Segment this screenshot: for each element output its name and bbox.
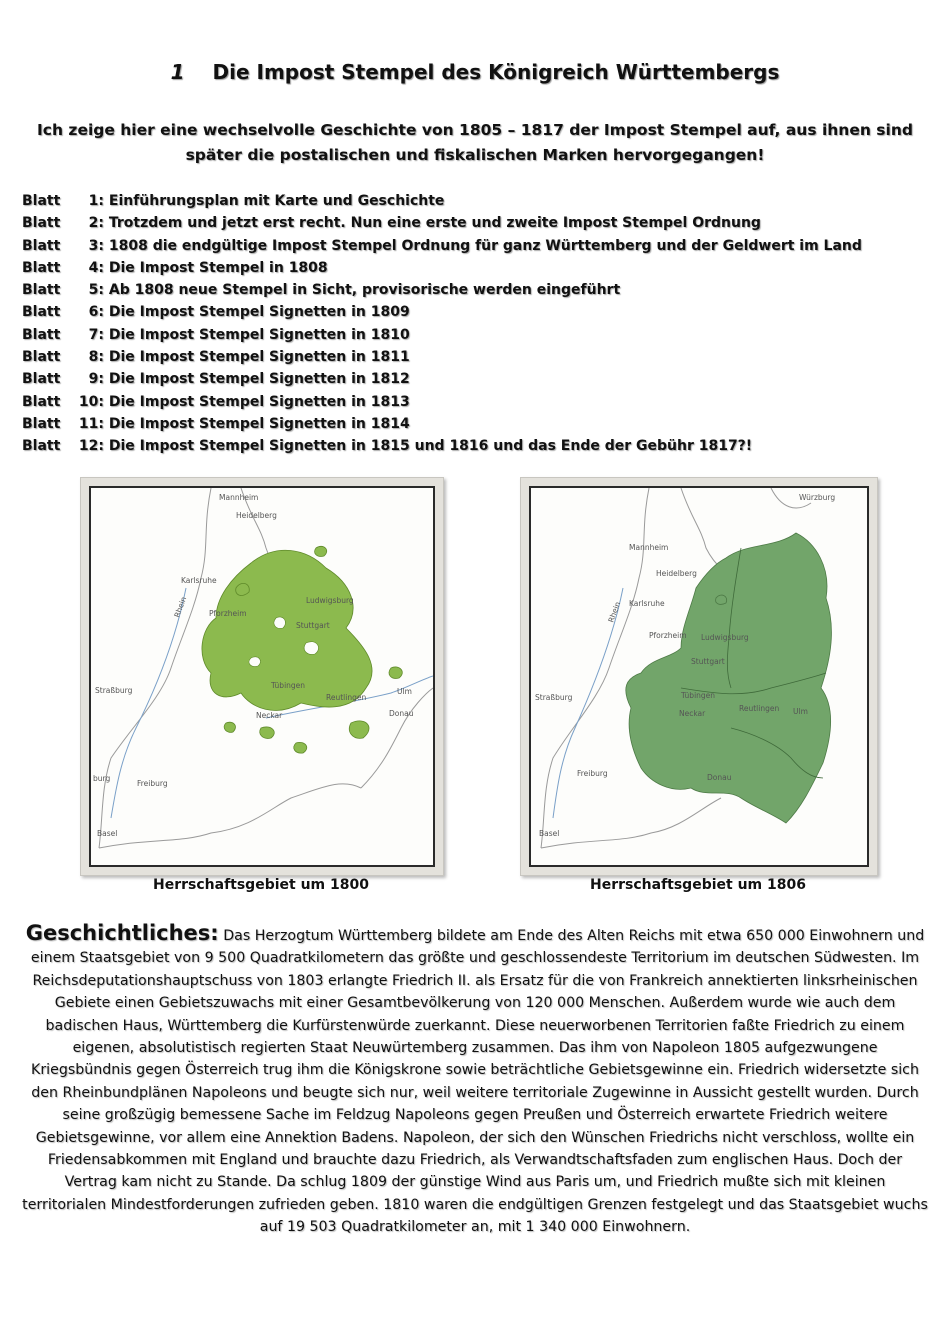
map-1806-graphic — [531, 488, 867, 865]
toc-row — [22, 368, 922, 390]
map-place-label: Pforzheim — [649, 631, 687, 640]
toc-number: 1: — [88, 193, 104, 209]
toc-row — [22, 257, 922, 279]
toc-label: Blatt — [22, 304, 61, 321]
toc-number: 4: — [88, 259, 104, 276]
territory-shape — [349, 721, 369, 738]
intro-text: Ich zeige hier eine wechselvolle Geschichte von 1805 – 1817 der Impost Stempel auf, aus ihnen sind später die postalischen und fiskalischen Marken hervorgegangen! — [37, 121, 913, 164]
map-place-label: Ludwigsburg — [701, 633, 749, 642]
map-place-label: Stuttgart — [691, 657, 725, 666]
map-place-label: Straßburg — [95, 686, 133, 695]
map-place-label: Heidelberg — [236, 511, 277, 520]
border-line — [361, 688, 433, 788]
table-of-contents — [22, 190, 922, 458]
map-1806 — [520, 477, 878, 876]
toc-number: 11: — [78, 415, 104, 432]
toc-text: Einführungsplan mit Karte und Geschichte — [108, 193, 445, 209]
map-place-label: Reutlingen — [739, 704, 780, 713]
toc-text: Die Impost Stempel Signetten in 1810 — [108, 326, 410, 343]
map-place-label: Donau — [389, 709, 414, 718]
territory-shape — [389, 667, 402, 678]
map-place-label: Rhein — [172, 595, 189, 619]
toc-text: Die Impost Stempel Signetten in 1809 — [108, 304, 410, 321]
map-place-label: Neckar — [256, 711, 283, 720]
territory-shape — [260, 727, 275, 738]
toc-label: Blatt — [22, 193, 61, 209]
toc-number: 12: — [78, 438, 104, 455]
toc-text: Die Impost Stempel Signetten in 1815 und 1816 und das Ende der Gebühr 1817?! — [108, 438, 753, 455]
toc-text: Trotzdem und jetzt erst recht. Nun eine erste und zweite Impost Stempel Ordnung — [108, 215, 761, 232]
page-title-text: Die Impost Stempel des Königreich Württembergs — [212, 60, 780, 84]
territory-shape — [315, 546, 327, 556]
map-place-label: Tübingen — [271, 681, 306, 690]
toc-label: Blatt — [22, 215, 61, 232]
toc-row — [22, 413, 922, 435]
map-place-label: Mannheim — [629, 543, 669, 552]
territory-shape — [224, 722, 235, 732]
toc-row — [22, 212, 922, 234]
toc-label: Blatt — [22, 371, 61, 388]
toc-text: 1808 die endgültige Impost Stempel Ordnung für ganz Württemberg und der Geldwert im Land — [108, 237, 862, 254]
map-place-label: burg — [93, 774, 111, 783]
territory-shape — [236, 583, 250, 595]
toc-row — [22, 391, 922, 413]
toc-row — [22, 324, 922, 346]
map-place-label: Freiburg — [577, 769, 608, 778]
territory-shape — [294, 742, 307, 753]
enclave-shape — [274, 617, 285, 628]
toc-number: 5: — [88, 282, 104, 299]
toc-row — [22, 235, 922, 257]
map-place-label: Basel — [539, 829, 560, 838]
border-line — [99, 488, 211, 848]
map-1806-caption: Herrschaftsgebiet um 1806 — [590, 877, 806, 893]
map-place-label: Rhein — [606, 600, 623, 624]
history-text: Das Herzogtum Württemberg bildete am Ende des Alten Reichs mit etwa 650 000 Einwohnern und einem Staatsgebiet von 9 500 Quadratkilometern das größte und geschlossendeste Territorium im deutschen Südwesten. Im Reichsdeputationshauptschuss von 1803 erlangte Friedrich II. als Ersatz für die von Frankreich annektierten linksrheinischen Gebiete einen Gebietszuwachs mit einer Gesamtbevölkerung von 120 000 Menschen. Außerdem wurde wie auch dem badischen Haus, Württemberg die Kurfürstenwürde zuerkannt. Diese neuerworbenen Territorien faßte Friedrich zu einem eigenen, absolutistisch regierten Staat Neuwürtemberg zusammen. Das ihm von Napoleon 1805 aufgezwungene Kriegsbündnis gegen Österreich trug ihm die Königskrone sowie beträchtliche Gebietsgewinne ein. Friedrich widersetzte sich den Rheinbundplänen Napoleons und beugte sich nur, weil weitere territoriale Zugewinne in Aussicht gestellt wurden. Durch seine großzügig bemessene Sache im Feldzug Napoleons gegen Preußen und Österreich erwartete Friedrich weitere Gebietsgewinne, vor allem eine Annektion Badens. Napoleon, der sich den Wünschen Friedrichs nicht verschloss, wollte ein Friedensabkommen mit England und brauchte dazu Friedrich, als Verwandtschaftsfaden zum englischen Haus. Doch der Vertrag kam nicht zu Stande. Da schlug 1809 der günstige Wind aus Paris um, und Friedrich mußte sich mit kleinen territorialen Mindestforderungen zufrieden geben. 1810 waren die endgültigen Grenzen festgelegt und das Staatsgebiet wuchs auf 19 503 Quadratkilometer an, mit 1 340 000 Einwohnern. — [22, 928, 928, 1236]
toc-label: Blatt — [22, 237, 61, 254]
toc-label: Blatt — [22, 438, 61, 455]
map-place-label: Neckar — [679, 709, 706, 718]
map-place-label: Donau — [707, 773, 732, 782]
toc-number: 7: — [88, 326, 104, 343]
toc-number: 10: — [78, 393, 104, 410]
map-place-label: Heidelberg — [656, 569, 697, 578]
map-place-label: Basel — [97, 829, 118, 838]
border-line — [99, 784, 361, 848]
map-place-label: Straßburg — [535, 693, 573, 702]
toc-row — [22, 435, 922, 457]
toc-number: 2: — [88, 215, 104, 232]
page-title — [0, 60, 950, 84]
map-place-label: Ulm — [397, 687, 412, 696]
toc-row — [22, 346, 922, 368]
toc-number: 6: — [88, 304, 104, 321]
history-heading: Geschichtliches: — [25, 921, 219, 945]
toc-text: Die Impost Stempel Signetten in 1812 — [108, 371, 410, 388]
toc-text: Die Impost Stempel in 1808 — [108, 259, 328, 276]
toc-text: Die Impost Stempel Signetten in 1811 — [108, 349, 410, 366]
toc-label: Blatt — [22, 415, 61, 432]
toc-label: Blatt — [22, 326, 61, 343]
toc-label: Blatt — [22, 349, 61, 366]
toc-text: Die Impost Stempel Signetten in 1813 — [108, 393, 410, 410]
map-1800-graphic — [91, 488, 433, 865]
toc-label: Blatt — [22, 282, 61, 299]
border-line — [541, 488, 649, 848]
toc-row — [22, 190, 922, 212]
map-place-label: Tübingen — [681, 691, 716, 700]
map-place-label: Freiburg — [137, 779, 168, 788]
territory-shape — [716, 595, 727, 604]
toc-row — [22, 301, 922, 323]
toc-label: Blatt — [22, 393, 61, 410]
toc-label: Blatt — [22, 259, 61, 276]
enclave-shape — [304, 642, 318, 655]
map-place-label: Ludwigsburg — [306, 596, 354, 605]
map-place-label: Karlsruhe — [181, 576, 217, 585]
page-number: 1 — [170, 60, 185, 84]
toc-row — [22, 279, 922, 301]
map-place-label: Karlsruhe — [629, 599, 665, 608]
toc-number: 3: — [88, 237, 104, 254]
map-place-label: Reutlingen — [326, 693, 367, 702]
map-place-label: Mannheim — [219, 493, 259, 502]
toc-number: 9: — [88, 371, 104, 388]
map-place-label: Pforzheim — [209, 609, 247, 618]
enclave-shape — [249, 657, 260, 667]
border-line — [541, 798, 721, 848]
toc-number: 8: — [88, 349, 104, 366]
map-1800 — [80, 477, 444, 876]
map-1800-caption: Herrschaftsgebiet um 1800 — [153, 877, 369, 893]
map-place-label: Ulm — [793, 707, 808, 716]
toc-text: Ab 1808 neue Stempel in Sicht, provisorische werden eingeführt — [108, 282, 621, 299]
toc-text: Die Impost Stempel Signetten in 1814 — [108, 415, 410, 432]
history-section — [22, 922, 928, 1239]
map-place-label: Stuttgart — [296, 621, 330, 630]
map-place-label: Würzburg — [799, 493, 836, 502]
